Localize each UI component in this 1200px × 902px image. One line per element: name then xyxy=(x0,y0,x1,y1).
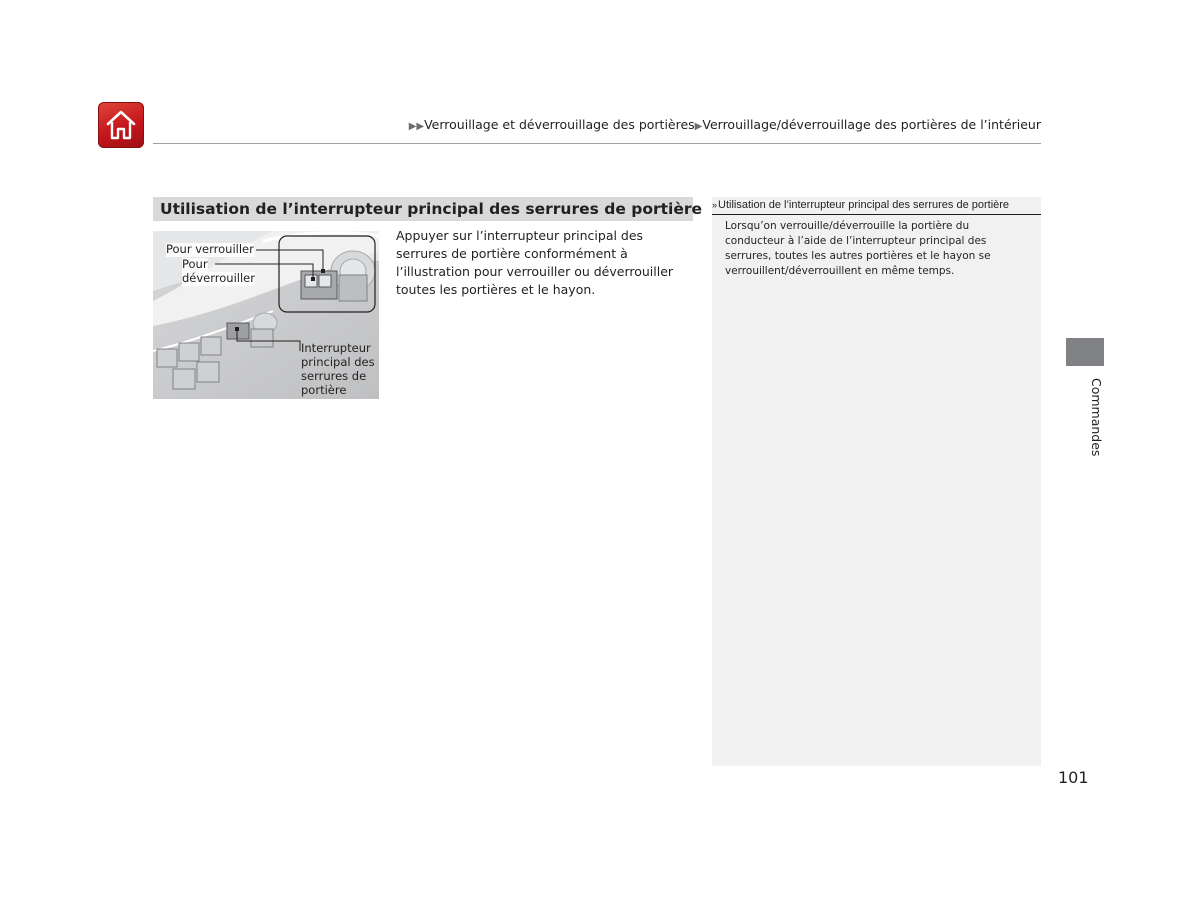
breadcrumb-item-2[interactable]: Verrouillage/déverrouillage des portières de l’intérieur xyxy=(702,117,1041,132)
label-master-1: Interrupteur xyxy=(301,341,371,355)
section-title: Utilisation de l’interrupteur principal des serrures de portière xyxy=(160,200,703,218)
home-button[interactable] xyxy=(98,102,144,148)
door-switch-illustration xyxy=(153,231,379,399)
breadcrumb xyxy=(409,117,1041,132)
home-icon xyxy=(104,109,138,141)
note-sidebar xyxy=(712,197,1041,766)
chapter-tab-label: Commandes xyxy=(1089,377,1104,457)
label-master-4: portière xyxy=(301,383,347,397)
label-unlock-1: Pour xyxy=(182,257,208,271)
breadcrumb-item-1[interactable]: Verrouillage et déverrouillage des portières xyxy=(424,117,695,132)
label-master-2: principal des xyxy=(301,355,375,369)
breadcrumb-arrow-icon: ▶ xyxy=(694,121,703,132)
label-master-3: serrures de xyxy=(301,369,367,383)
reference-arrow-icon: » xyxy=(712,200,718,210)
header-divider xyxy=(153,143,1041,144)
page-number: 101 xyxy=(1058,768,1089,787)
section-heading xyxy=(153,197,703,221)
label-unlock-2: déverrouiller xyxy=(182,271,255,285)
sidebar-heading xyxy=(712,197,1041,211)
body-paragraph: Appuyer sur l’interrupteur principal des serrures de portière conformément à l’illustration pour verrouiller ou déverrouiller toutes les portières et le hayon. xyxy=(396,228,674,297)
sidebar-text: Lorsqu’on verrouille/déverrouille la portière du conducteur à l’aide de l’interrupteur principal des serrures, toutes les autres portières et le hayon se verrouillent/déverrouillent en même temps. xyxy=(725,220,991,277)
sidebar-title: Utilisation de l’interrupteur principal des serrures de portière xyxy=(718,199,1010,211)
chapter-tab[interactable] xyxy=(1066,338,1104,366)
sidebar-divider xyxy=(712,214,1041,215)
label-lock: Pour verrouiller xyxy=(166,242,254,256)
breadcrumb-arrow-icon: ▶▶ xyxy=(408,121,425,132)
